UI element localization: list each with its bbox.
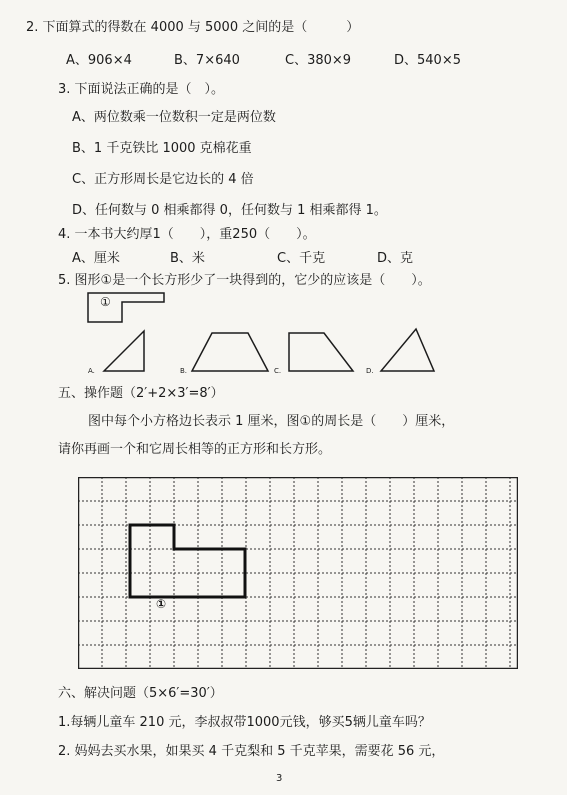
section6-heading: 六、解决问题（5×6′=30′） xyxy=(58,686,223,701)
q4-option-d: D、克 xyxy=(377,251,414,266)
q5-shape-b-label: B. xyxy=(180,367,188,375)
q2-option-b: B、7×640 xyxy=(174,53,240,68)
square-grid xyxy=(78,477,518,669)
q3-option-a: A、两位数乘一位数积一定是两位数 xyxy=(72,110,276,125)
q4-option-c: C、千克 xyxy=(277,251,326,266)
q3-option-b: B、1 千克铁比 1000 克棉花重 xyxy=(72,141,252,156)
q3-option-c: C、正方形周长是它边长的 4 倍 xyxy=(72,172,254,187)
q5-shape-c-trapezoid xyxy=(286,328,356,374)
q2-option-a: A、906×4 xyxy=(66,53,132,68)
section5-line1: 图中每个小方格边长表示 1 厘米，图①的周长是（ ）厘米， xyxy=(88,414,455,429)
q2-option-c: C、380×9 xyxy=(285,53,352,68)
page-number: 3 xyxy=(276,773,283,784)
q4-option-b: B、米 xyxy=(170,251,205,266)
q5-shape-a-triangle xyxy=(100,328,155,374)
q5-prompt: 5. 图形①是一个长方形少了一块得到的，它少的应该是（ ）。 xyxy=(58,273,431,288)
q5-shape-a-label: A. xyxy=(88,367,95,375)
section5-heading: 五、操作题（2′+2×3′=8′） xyxy=(58,386,224,401)
section6-question1: 1.每辆儿童车 210 元，李叔叔带1000元钱，够买5辆儿童车吗？ xyxy=(58,715,431,730)
q3-prompt: 3. 下面说法正确的是（ ）。 xyxy=(58,82,225,97)
q2-prompt: 2. 下面算式的得数在 4000 与 5000 之间的是（ ） xyxy=(26,20,360,35)
q3-option-d: D、任何数与 0 相乘都得 0，任何数与 1 相乘都得 1。 xyxy=(72,203,387,218)
q5-shape-b-trapezoid xyxy=(190,328,270,374)
section6-question2: 2. 妈妈去买水果，如果买 4 千克梨和 5 千克苹果，需要花 56 元， xyxy=(58,744,445,759)
q4-option-a: A、厘米 xyxy=(72,251,120,266)
q5-figure-label: ① xyxy=(100,295,111,309)
grid-figure-label: ① xyxy=(156,597,167,611)
q5-shape-c-label: C. xyxy=(274,367,282,375)
q5-shape-d-triangle xyxy=(378,326,438,374)
grid-figure-outline xyxy=(78,477,518,669)
section5-line2: 请你再画一个和它周长相等的正方形和长方形。 xyxy=(58,442,332,457)
q5-shape-d-label: D. xyxy=(366,367,374,375)
q2-option-d: D、540×5 xyxy=(394,53,461,68)
q4-prompt: 4. 一本书大约厚1（ ），重250（ ）。 xyxy=(58,227,316,242)
